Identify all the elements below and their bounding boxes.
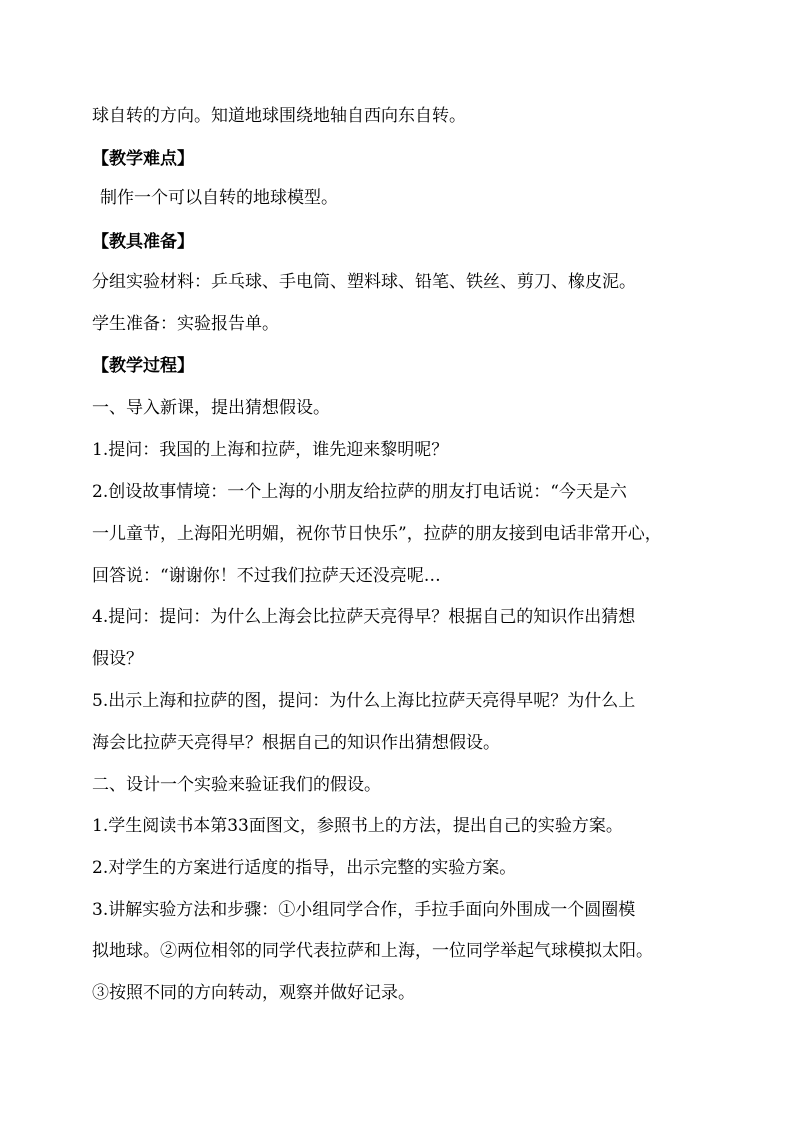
text-line-step-4b: 假设？: [92, 649, 143, 669]
text-line-group-materials: 分组实验材料：乒乓球、手电筒、塑料球、铅笔、铁丝、剪刀、橡皮泥。: [92, 272, 636, 292]
text-line-step-2a: 2.创设故事情境：一个上海的小朋友给拉萨的朋友打电话说：“今天是六: [92, 482, 627, 502]
text-line-difficulty: 制作一个可以自转的地球模型。: [100, 188, 338, 208]
text-line-step-5a: 5.出示上海和拉萨的图，提问：为什么上海比拉萨天亮得早呢？为什么上: [92, 691, 636, 711]
text-line-exp-step-3b: 拟地球。②两位相邻的同学代表拉萨和上海，一位同学举起气球模拟太阳。: [92, 941, 653, 961]
text-line-exp-step-2: 2.对学生的方案进行适度的指导，出示完整的实验方案。: [92, 858, 517, 878]
text-line-step-5b: 海会比拉萨天亮得早？根据自己的知识作出猜想假设。: [92, 733, 500, 753]
text-line-student-prep: 学生准备：实验报告单。: [92, 314, 279, 334]
text-line-exp-step-3a: 3.讲解实验方法和步骤：①小组同学合作，手拉手面向外围成一个圆圈模: [92, 900, 636, 920]
text-line-step-2b: 一儿童节，上海阳光明媚，祝你节日快乐”，拉萨的朋友接到电话非常开心，: [92, 524, 662, 544]
text-line-step-2c: 回答说：“谢谢你！不过我们拉萨天还没亮呢…: [92, 566, 441, 586]
text-line-step-1: 1.提问：我国的上海和拉萨，谁先迎来黎明呢？: [92, 440, 449, 460]
text-line-goal-continued: 球自转的方向。知道地球围绕地轴自西向东自转。: [92, 106, 466, 126]
heading-teaching-materials: 【教具准备】: [92, 232, 194, 252]
text-line-step-4a: 4.提问：提问：为什么上海会比拉萨天亮得早？根据自己的知识作出猜想: [92, 607, 636, 627]
text-line-exp-step-1: 1.学生阅读书本第33面图文，参照书上的方法，提出自己的实验方案。: [92, 816, 623, 836]
text-line-section-one: 一、导入新课，提出猜想假设。: [92, 398, 330, 418]
heading-teaching-process: 【教学过程】: [92, 356, 194, 376]
text-line-section-two: 二、设计一个实验来验证我们的假设。: [92, 775, 381, 795]
heading-teaching-difficulty: 【教学难点】: [92, 149, 194, 169]
text-line-exp-step-3c: ③按照不同的方向转动，观察并做好记录。: [92, 983, 415, 1003]
